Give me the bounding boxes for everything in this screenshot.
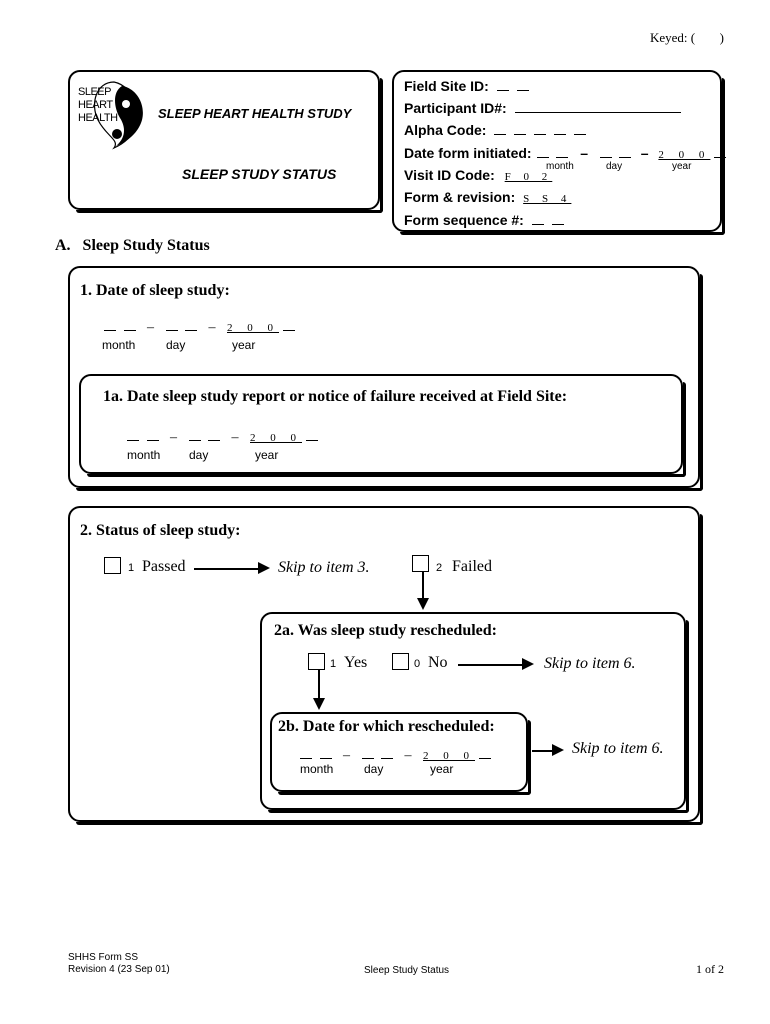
- q2b-dash-2: –: [404, 748, 412, 763]
- q2a-yes-checkbox[interactable]: [308, 653, 325, 670]
- arrow-right-icon: [522, 658, 534, 670]
- participant-input[interactable]: [515, 111, 681, 113]
- keyed-close: ): [719, 30, 724, 45]
- arrow-right-icon: [258, 562, 270, 574]
- q1a-date-row: [127, 430, 318, 446]
- q1-day-1[interactable]: [166, 329, 178, 331]
- q1a-month-2[interactable]: [147, 439, 159, 441]
- q2b-year-prefix: 2 0 0: [423, 750, 475, 762]
- q2b-day-caption: day: [364, 762, 384, 776]
- form-revision-value: S S 4: [523, 193, 572, 205]
- arrow-down-icon: [313, 698, 325, 710]
- field-site-row: [404, 78, 529, 94]
- alpha-label: Alpha Code:: [404, 122, 487, 138]
- q2a-yes-arrow-line: [318, 670, 320, 698]
- q2-failed-arrow-line: [422, 572, 424, 598]
- q2a-no-code: 0: [414, 658, 421, 670]
- footer-form-name: SHHS Form SS: [68, 952, 139, 963]
- q1a-year-prefix: 2 0 0: [250, 432, 302, 444]
- logo-word-health: HEALTH: [78, 112, 118, 124]
- alpha-input-2[interactable]: [514, 133, 526, 135]
- field-site-input-1[interactable]: [497, 89, 509, 91]
- q1a-day-caption: day: [189, 448, 209, 462]
- q2a-no-checkbox[interactable]: [392, 653, 409, 670]
- q2-skip-to-item-3: Skip to item 3.: [278, 559, 370, 576]
- q2-passed-arrow-line: [194, 568, 258, 570]
- form-title: SLEEP STUDY STATUS: [182, 166, 337, 182]
- visit-id-value: F 0 2: [504, 171, 553, 183]
- footer-page-number: 1 of 2: [696, 962, 724, 976]
- study-title: SLEEP HEART HEALTH STUDY: [158, 106, 352, 121]
- date-init-year-prefix: 2 0 0: [658, 149, 711, 161]
- alpha-input-5[interactable]: [574, 133, 586, 135]
- alpha-input-4[interactable]: [554, 133, 566, 135]
- q1a-day-1[interactable]: [189, 439, 201, 441]
- logo-words: [78, 86, 118, 125]
- date-init-day-caption: day: [606, 161, 623, 172]
- q2b-day-1[interactable]: [362, 757, 374, 759]
- q2a-no-label: No: [428, 654, 448, 671]
- q1-month-1[interactable]: [104, 329, 116, 331]
- q2-label: 2. Status of sleep study:: [80, 522, 241, 539]
- q1a-day-2[interactable]: [208, 439, 220, 441]
- arrow-right-icon: [552, 744, 564, 756]
- q1-dash-2: –: [208, 320, 216, 335]
- q1-month-2[interactable]: [124, 329, 136, 331]
- alpha-input-1[interactable]: [494, 133, 506, 135]
- keyed-text: Keyed:: [650, 30, 688, 45]
- q1-dash-1: –: [147, 320, 154, 335]
- q1a-dash-2: –: [231, 430, 239, 445]
- q1a-box: [79, 374, 683, 474]
- date-init-month-2[interactable]: [556, 156, 568, 158]
- q2a-yes-code: 1: [330, 658, 337, 670]
- date-init-dash-1: –: [580, 145, 589, 161]
- form-sequence-label: Form sequence #:: [404, 212, 524, 228]
- q2b-month-caption: month: [300, 762, 334, 776]
- q2b-label: 2b. Date for which rescheduled:: [278, 718, 495, 735]
- q1-box: [68, 266, 700, 488]
- header-title-box: [68, 70, 380, 210]
- date-initiated-row: [404, 145, 726, 161]
- q1a-dash-1: –: [170, 430, 177, 445]
- participant-row: [404, 100, 681, 116]
- date-init-year-caption: year: [672, 161, 692, 172]
- date-init-year-last[interactable]: [714, 156, 726, 158]
- q2b-dash-1: –: [343, 748, 350, 763]
- q1a-year-last[interactable]: [306, 439, 318, 441]
- date-init-month-1[interactable]: [537, 156, 549, 158]
- date-initiated-label: Date form initiated:: [404, 145, 532, 161]
- q2b-day-2[interactable]: [381, 757, 393, 759]
- date-init-month-caption: month: [546, 161, 574, 172]
- q2-failed-code: 2: [436, 562, 443, 574]
- footer-center-title: Sleep Study Status: [364, 965, 450, 976]
- header-fields-box: [392, 70, 722, 232]
- q2b-box: [270, 712, 528, 792]
- section-a-title: A. Sleep Study Status: [55, 237, 210, 254]
- q2b-year-caption: year: [430, 762, 454, 776]
- q2b-skip-to-item-6: Skip to item 6.: [572, 740, 664, 757]
- q1-year-prefix: 2 0 0: [227, 322, 279, 334]
- q2b-month-1[interactable]: [300, 757, 312, 759]
- q1a-month-1[interactable]: [127, 439, 139, 441]
- arrow-down-icon: [417, 598, 429, 610]
- q1a-year-caption: year: [255, 448, 279, 462]
- q2-passed-label: Passed: [142, 558, 186, 575]
- date-init-day-1[interactable]: [600, 156, 612, 158]
- logo-word-sleep: SLEEP: [78, 86, 111, 98]
- q1a-label: 1a. Date sleep study report or notice of failure received at Field Site:: [103, 388, 568, 405]
- form-sequence-input-2[interactable]: [552, 223, 564, 225]
- q1-day-2[interactable]: [185, 329, 197, 331]
- q2b-year-last[interactable]: [479, 757, 491, 759]
- q2a-no-arrow-line: [458, 664, 522, 666]
- date-init-dash-2: –: [640, 145, 649, 161]
- date-init-day-2[interactable]: [619, 156, 631, 158]
- q2a-yes-label: Yes: [344, 654, 368, 671]
- alpha-input-3[interactable]: [534, 133, 546, 135]
- q2b-month-2[interactable]: [320, 757, 332, 759]
- q1-day-caption: day: [166, 338, 186, 352]
- visit-id-label: Visit ID Code:: [404, 167, 495, 183]
- q1-year-caption: year: [232, 338, 256, 352]
- q1a-month-caption: month: [127, 448, 161, 462]
- q1-year-last[interactable]: [283, 329, 295, 331]
- q2-passed-code: 1: [128, 562, 135, 574]
- footer-form-info: [68, 952, 170, 976]
- q1-date-row: [104, 320, 295, 336]
- field-site-label: Field Site ID:: [404, 78, 489, 94]
- field-site-input-2[interactable]: [517, 89, 529, 91]
- q2-box: [68, 506, 700, 822]
- q2a-skip-to-item-6: Skip to item 6.: [544, 655, 636, 672]
- q2-failed-label: Failed: [452, 558, 492, 575]
- logo-word-heart: HEART: [78, 99, 113, 111]
- alpha-row: [404, 122, 586, 138]
- form-revision-row: [404, 189, 571, 205]
- footer-revision: Revision 4 (23 Sep 01): [68, 964, 170, 975]
- form-sequence-row: [404, 212, 564, 228]
- q2-passed-checkbox[interactable]: [104, 557, 121, 574]
- q1-month-caption: month: [102, 338, 136, 352]
- form-sequence-input-1[interactable]: [532, 223, 544, 225]
- keyed-label: [650, 30, 724, 46]
- q2-failed-checkbox[interactable]: [412, 555, 429, 572]
- participant-label: Participant ID#:: [404, 100, 507, 116]
- visit-id-row: [404, 167, 552, 183]
- keyed-open: (: [690, 30, 696, 45]
- form-revision-label: Form & revision:: [404, 189, 516, 205]
- q2a-box: [260, 612, 686, 810]
- q2b-arrow-line: [532, 750, 552, 752]
- q1-label: 1. Date of sleep study:: [80, 282, 230, 299]
- q2a-label: 2a. Was sleep study rescheduled:: [274, 622, 497, 639]
